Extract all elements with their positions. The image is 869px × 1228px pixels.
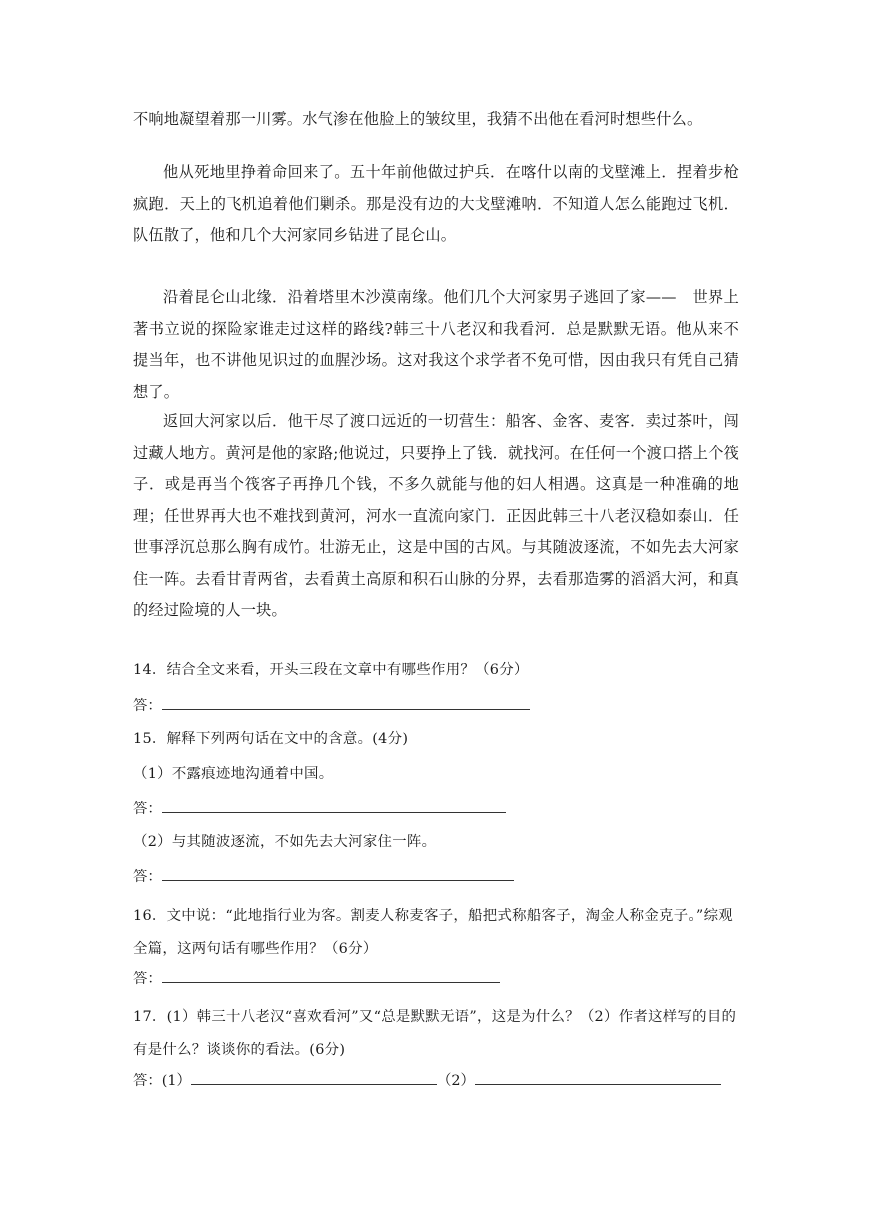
passage-paragraph-1: 他从死地里挣着命回来了。五十年前他做过护兵．在喀什以南的戈壁滩上．捏着步枪疯跑．天上的飞机追着他们剿杀。那是没有边的大戈壁滩呐．不知道人怎么能跑过飞机．队伍散了，他和几个大河家同乡钻进了昆仑山。 bbox=[133, 163, 739, 244]
answer-label: 答： bbox=[133, 801, 162, 817]
answer-line-16 bbox=[133, 968, 500, 989]
answer-label: 答： bbox=[133, 869, 162, 885]
answer-blank-14[interactable] bbox=[162, 695, 530, 710]
question-14: 14．结合全文来看，开头三段在文章中有哪些作用？（6分） bbox=[133, 662, 529, 678]
answer-blank-15-2[interactable] bbox=[162, 866, 514, 881]
answer-label: 答： bbox=[133, 971, 162, 987]
question-16: 16．文中说：“此地指行业为客。割麦人称麦客子，船把式称船客子，淘金人称金克子。”综观全篇，这两句话有哪些作用？（6分） bbox=[133, 908, 733, 957]
answer-line-15-1 bbox=[133, 798, 506, 819]
answer-label: 答： bbox=[133, 698, 162, 714]
answer-label-2: （2） bbox=[436, 1073, 475, 1089]
question-15: 15．解释下列两句话在文中的含意。(4分) bbox=[133, 731, 409, 747]
answer-line-17 bbox=[133, 1070, 721, 1091]
answer-line-15-2 bbox=[133, 866, 514, 887]
question-15-1: （1）不露痕迹地沟通着中国。 bbox=[133, 766, 334, 782]
question-15-2: （2）与其随波逐流，不如先去大河家住一阵。 bbox=[133, 834, 437, 850]
passage-paragraph-3: 返回大河家以后．他干尽了渡口远近的一切营生：船客、金客、麦客．卖过茶叶，闯过藏人地方。黄河是他的家路;他说过，只要挣上了钱．就找河。在任何一个渡口搭上个筏子．或是再当个筏客子再挣几个钱，不多久就能与他的妇人相遇。这真是一种准确的地理；任世界再大也不难找到黄河，河水一直流向家门．正因此韩三十八老汉稳如泰山．任世事浮沉总那么胸有成竹。壮游无止，这是中国的古风。与其随波逐流，不如先去大河家住一阵。去看甘青两省，去看黄土高原和积石山脉的分界，去看那造雾的滔滔大河，和真的经过险境的人一块。 bbox=[133, 412, 739, 619]
answer-label: 答：(1） bbox=[133, 1073, 191, 1089]
answer-line-14 bbox=[133, 695, 530, 716]
question-17: 17．(1）韩三十八老汉“喜欢看河”又“总是默默无语”，这是为什么？（2）作者这样写的目的有是什么？谈谈你的看法。(6分) bbox=[133, 1009, 737, 1058]
answer-blank-17-2[interactable] bbox=[475, 1070, 721, 1085]
answer-blank-17-1[interactable] bbox=[191, 1070, 437, 1085]
answer-blank-16[interactable] bbox=[162, 968, 500, 983]
passage-paragraph-0: 不响地凝望着那一川雾。水气渗在他脸上的皱纹里，我猜不出他在看河时想些什么。 bbox=[133, 110, 703, 128]
answer-blank-15-1[interactable] bbox=[162, 798, 506, 813]
passage-paragraph-2: 沿着昆仑山北缘．沿着塔里木沙漠南缘。他们几个大河家男子逃回了家—— 世界上著书立说的探险家谁走过这样的路线?韩三十八老汉和我看河．总是默默无语。他从来不提当年，也不讲他见识过的血腥沙场。这对我这个求学者不免可惜，因由我只有凭自己猜想了。 bbox=[133, 288, 739, 401]
